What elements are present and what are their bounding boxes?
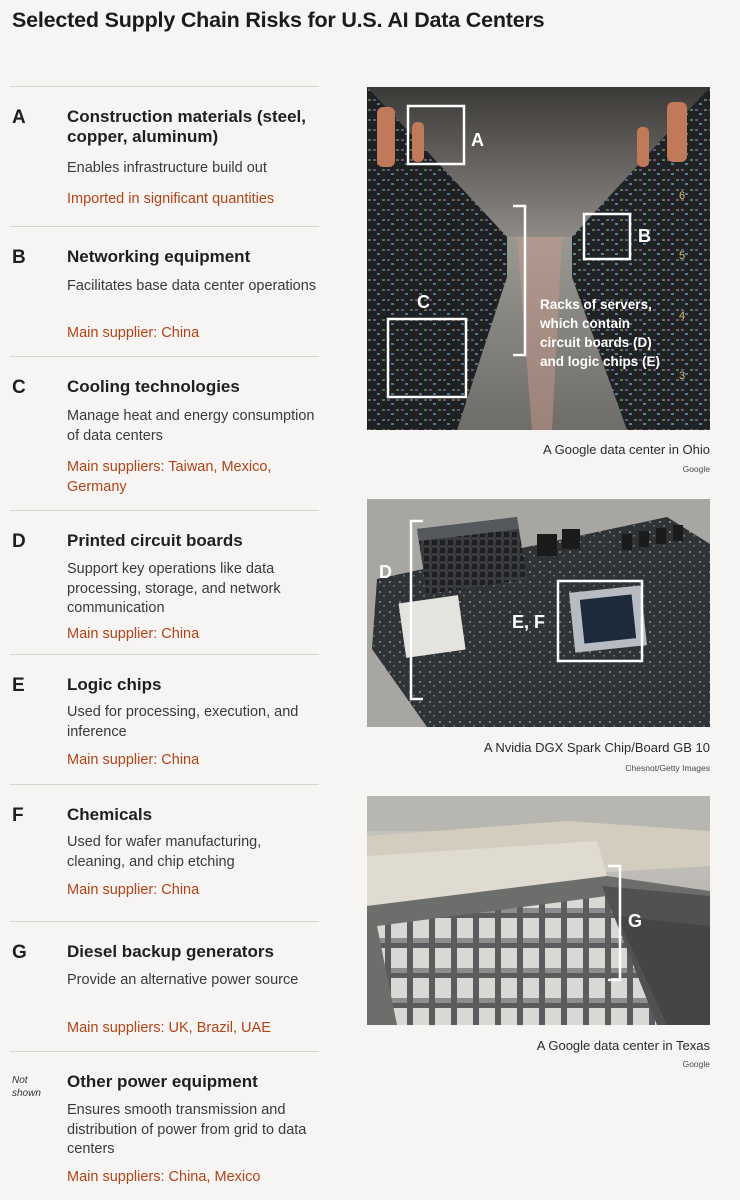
svg-text:3: 3: [679, 370, 686, 382]
generators-aerial-illustration: [367, 796, 710, 1025]
risk-description: Manage heat and energy consumption of data centers: [67, 408, 315, 444]
risk-supplier: Main suppliers: UK, Brazil, UAE: [67, 1020, 271, 1036]
photo-label-ef: E, F: [512, 612, 546, 632]
risk-letter: B: [12, 247, 26, 268]
risk-item-g: [10, 921, 319, 1051]
risk-item-f: [10, 784, 319, 921]
risk-item-a: [10, 86, 319, 226]
risk-supplier: Imported in significant quantities: [67, 191, 275, 207]
risk-name: Chemicals: [67, 805, 153, 824]
risk-name: Other power equipment: [67, 1072, 258, 1091]
photo-caption: A Google data center in Texas: [536, 1038, 710, 1053]
risk-letter: E: [12, 675, 25, 696]
photo-note-line: Racks of servers,: [540, 297, 652, 312]
risk-item-b: [10, 226, 319, 356]
risk-description: Facilitates base data center operations: [67, 278, 317, 294]
risk-item-d: [10, 510, 319, 654]
photo-caption: A Nvidia DGX Spark Chip/Board GB 10: [483, 740, 710, 755]
risk-supplier: Main suppliers: Taiwan, Mexico, Germany: [67, 459, 272, 495]
photo-label-g: G: [628, 911, 643, 931]
risk-description: Ensures smooth transmission and distribution of power from grid to data centers: [67, 1102, 307, 1157]
photo-label-d: D: [379, 562, 392, 582]
photo-credit: Google: [682, 1059, 710, 1069]
risk-item-c: [10, 356, 319, 510]
risk-letter: D: [12, 531, 26, 552]
photo-credit: Chesnot/Getty Images: [625, 763, 710, 773]
risk-not-shown-label: Not shown: [12, 1075, 41, 1099]
risk-supplier: Main supplier: China: [67, 882, 200, 898]
risk-description: Used for processing, execution, and inference: [67, 704, 299, 740]
circuit-board-illustration: [367, 499, 710, 727]
risk-description: Support key operations like data processing, storage, and network communication: [67, 561, 281, 616]
page-title: Selected Supply Chain Risks for U.S. AI Data Centers: [12, 8, 545, 32]
risk-name: Cooling technologies: [67, 377, 240, 396]
risk-supplier: Main supplier: China: [67, 752, 200, 768]
svg-text:4: 4: [679, 310, 686, 322]
svg-text:5: 5: [679, 250, 686, 262]
risk-description: Provide an alternative power source: [67, 972, 299, 988]
risk-name: Construction materials (steel, copper, aluminum): [67, 107, 307, 146]
risk-item-e: [10, 654, 319, 784]
photo-note-line: which contain: [540, 316, 631, 331]
photo-ohio-data-center: [367, 87, 710, 430]
risk-letter: G: [12, 942, 27, 963]
photo-caption: A Google data center in Ohio: [543, 442, 710, 457]
risk-letter: C: [12, 377, 26, 398]
risk-supplier: Main suppliers: China, Mexico: [67, 1169, 261, 1185]
photo-label-a: A: [471, 130, 484, 150]
photo-nvidia-board: [367, 499, 710, 727]
risk-description: Used for wafer manufacturing, cleaning, and chip etching: [67, 834, 262, 870]
risk-item-other: [10, 1051, 319, 1186]
svg-text:6: 6: [679, 190, 686, 202]
photo-label-b: B: [638, 226, 651, 246]
photo-label-c: C: [417, 292, 430, 312]
photo-note-line: circuit boards (D): [540, 335, 652, 350]
risk-letter: F: [12, 805, 24, 826]
data-center-aisle-illustration: [367, 87, 710, 430]
risk-description: Enables infrastructure build out: [67, 160, 267, 176]
risk-name: Networking equipment: [67, 247, 251, 266]
photo-texas-data-center: [367, 796, 710, 1025]
risk-name: Printed circuit boards: [67, 531, 243, 550]
photo-note-line: and logic chips (E): [540, 354, 661, 369]
risk-supplier: Main supplier: China: [67, 626, 200, 642]
risk-name: Logic chips: [67, 675, 162, 694]
risk-letter: A: [12, 107, 26, 128]
photo-credit: Google: [682, 464, 710, 474]
risk-name: Diesel backup generators: [67, 942, 274, 961]
risk-supplier: Main supplier: China: [67, 325, 200, 341]
